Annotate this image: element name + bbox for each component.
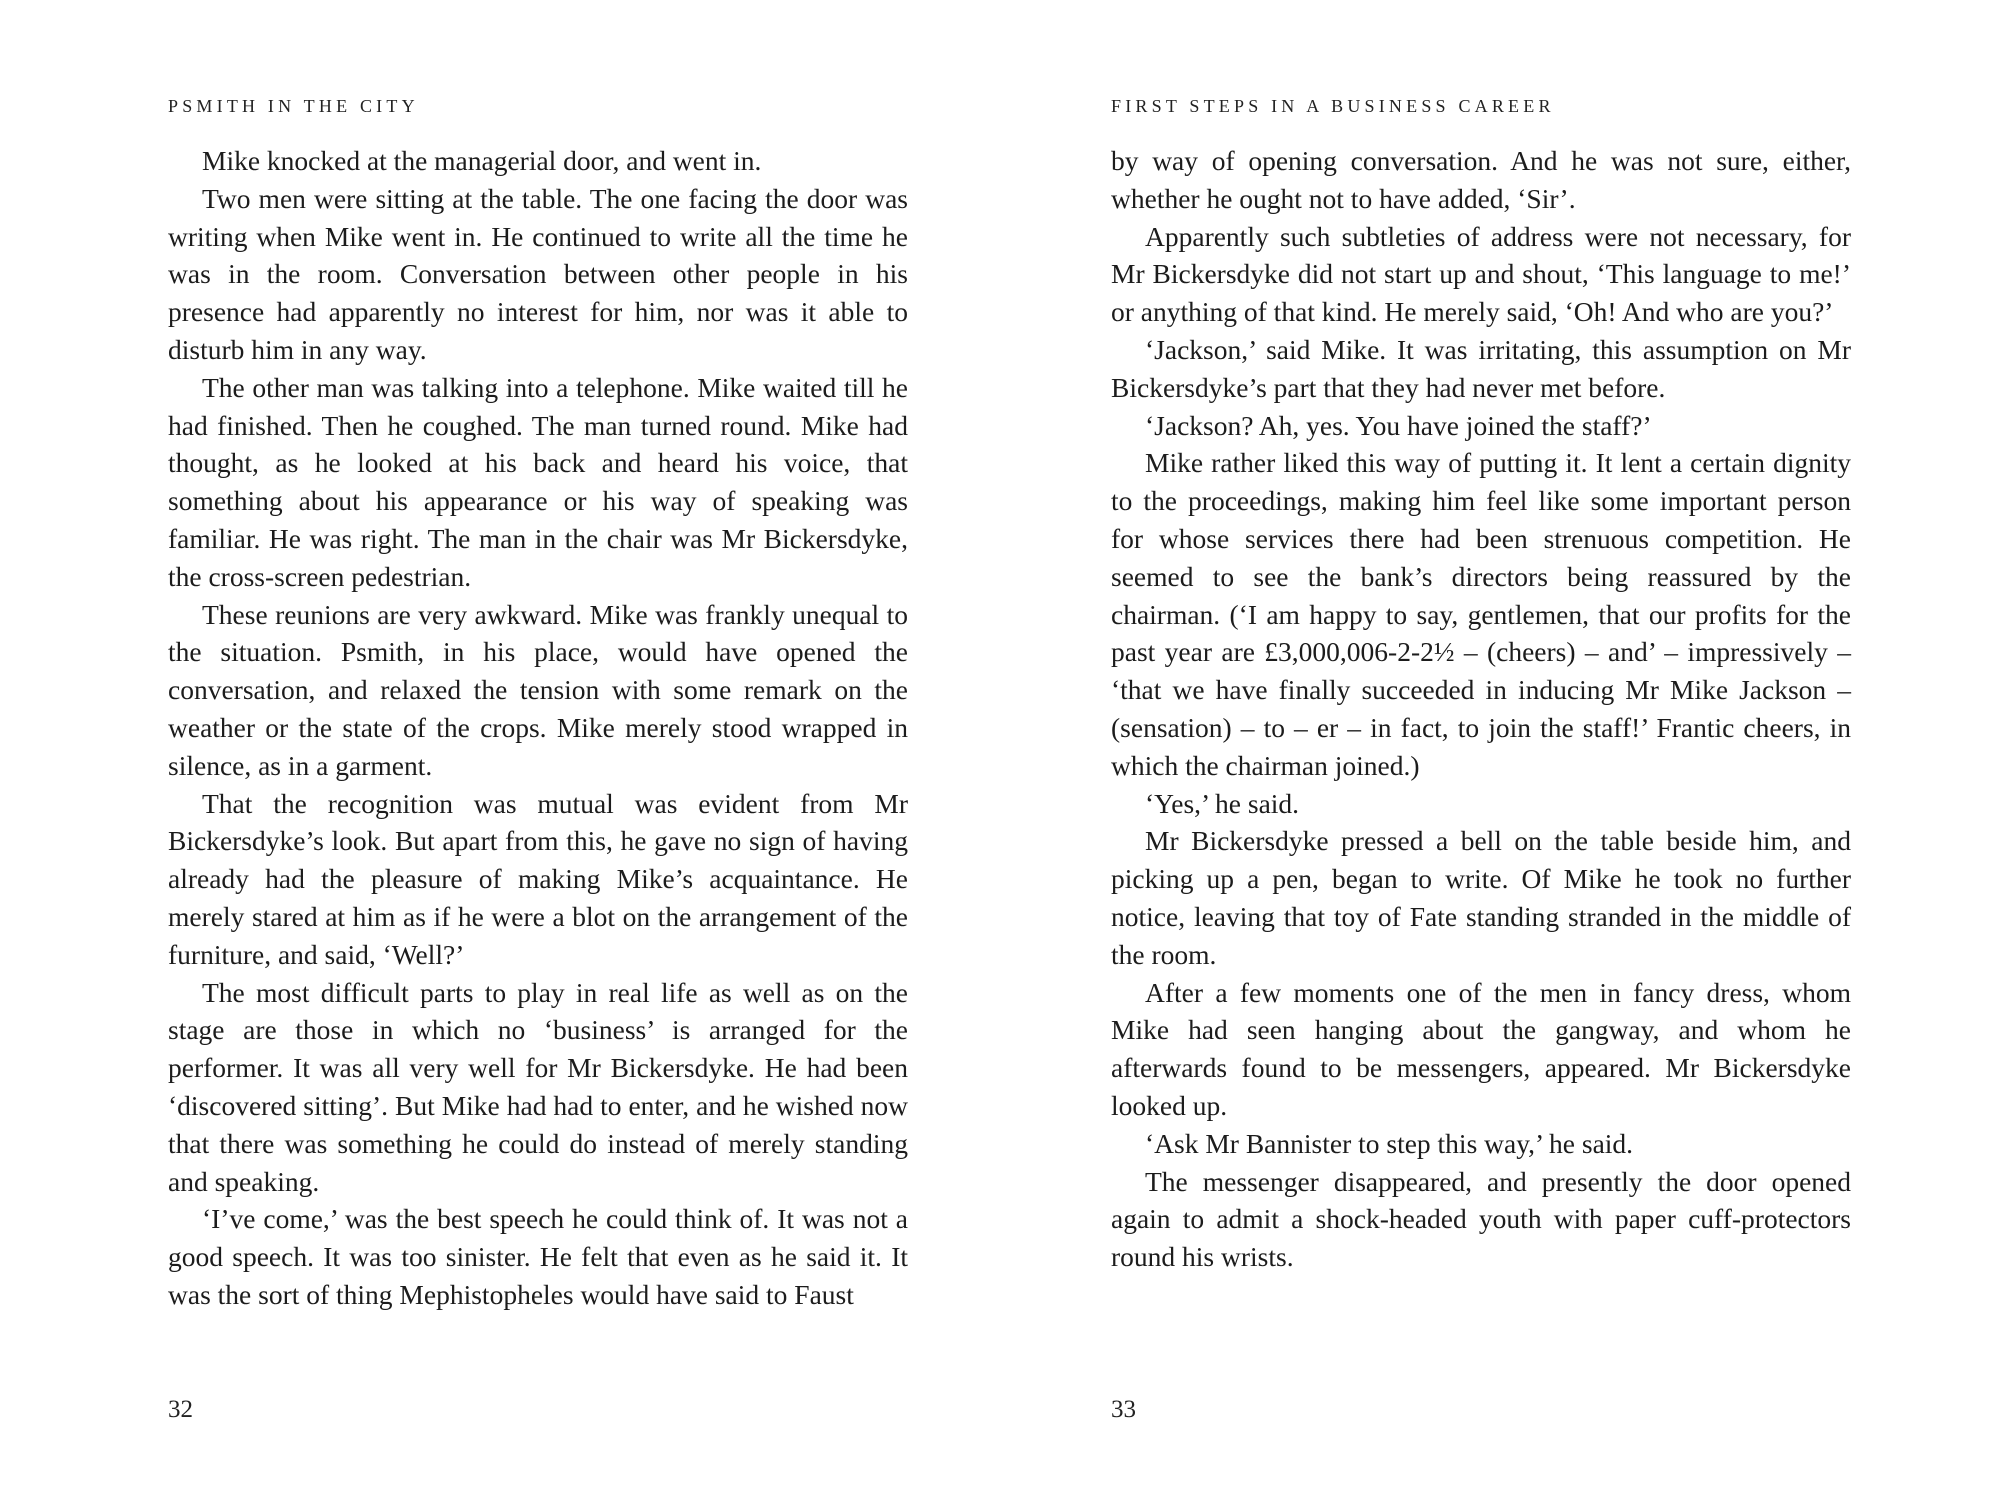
paragraph: ‘Yes,’ he said. — [1145, 787, 1300, 819]
paragraph: ‘Jackson,’ said Mike. It was irritating, this assumption on Mr Bickersdyke’s part that they had never met before. — [1111, 333, 1851, 403]
paragraph: ‘Ask Mr Bannister to step this way,’ he said. — [1145, 1127, 1634, 1159]
paragraph: Mike knocked at the managerial door, and went in. — [202, 145, 762, 176]
paragraph: That the recognition was mutual was evident from Mr Bickersdyke’s look. But apart from this, he gave no sign of having already had the pleasure of making Mike’s acquaintance. He merely stared at him as if he were a blot on the arrangement of the furniture, and said, ‘Well?’ — [168, 787, 908, 970]
page-number: 32 — [168, 1396, 193, 1423]
body-text — [1111, 142, 1851, 1276]
paragraph: The other man was talking into a telephone. Mike waited till he had finished. Then he coughed. The man turned round. Mike had thought, as he looked at his back and heard his voice, that something about his appearance or his way of speaking was familiar. He was right. The man in the chair was Mr Bickersdyke, the cross-screen pedestrian. — [168, 371, 908, 592]
paragraph: ‘I’ve come,’ was the best speech he could think of. It was not a good speech. It was too sinister. He felt that even as he said it. It was the sort of thing Mephistopheles would have said to Faust — [168, 1203, 908, 1310]
right-page — [1111, 0, 1851, 1509]
page-number: 33 — [1111, 1396, 1136, 1423]
paragraph: by way of opening conversation. And he was not sure, either, whether he ought not to have added, ‘Sir’. — [1111, 145, 1851, 214]
paragraph: Mike rather liked this way of putting it. It lent a certain dignity to the proceedings, making him feel like some important person for whose services there had been strenuous competition. He seemed to see the bank’s directors being reassured by the chairman. (‘I am happy to say, gentlemen, that our profits for the past year are £3,000,006-2-2½ – (cheers) – and’ – impressively – ‘that we have finally succeeded in inducing Mr Mike Jackson – (sensation) – to – er – in fact, to join the staff!’ Frantic cheers, in which the chairman joined.) — [1111, 447, 1851, 781]
body-text — [168, 142, 908, 1314]
paragraph: Mr Bickersdyke pressed a bell on the table beside him, and picking up a pen, began to write. Of Mike he took no further notice, leaving that toy of Fate standing stranded in the middle of the room. — [1111, 825, 1851, 970]
paragraph: ‘Jackson? Ah, yes. You have joined the staff?’ — [1145, 409, 1652, 441]
running-head: FIRST STEPS IN A BUSINESS CAREER — [1111, 96, 1555, 116]
paragraph: Two men were sitting at the table. The one facing the door was writing when Mike went in. He continued to write all the time he was in the room. Conversation between other people in his presence had apparently no interest for him, nor was it able to disturb him in any way. — [168, 182, 908, 365]
paragraph: The messenger disappeared, and presently the door opened again to admit a shock-headed youth with paper cuff-protectors round his wrists. — [1111, 1165, 1851, 1273]
paragraph: The most difficult parts to play in real life as well as on the stage are those in which no ‘business’ is arranged for the performer. It was all very well for Mr Bickersdyke. He had been ‘discovered sitting’. But Mike had had to enter, and he wished now that there was something he could do instead of merely standing and speaking. — [168, 976, 908, 1197]
paragraph: Apparently such subtleties of address were not necessary, for Mr Bickersdyke did not start up and shout, ‘This language to me!’ or anything of that kind. He merely said, ‘Oh! And who are you?’ — [1111, 220, 1851, 328]
paragraph: After a few moments one of the men in fancy dress, whom Mike had seen hanging about the gangway, and whom he afterwards found to be messengers, appeared. Mr Bickersdyke looked up. — [1111, 976, 1851, 1121]
running-head: PSMITH IN THE CITY — [168, 96, 419, 116]
paragraph: These reunions are very awkward. Mike was frankly unequal to the situation. Psmith, in his place, would have opened the conversation, and relaxed the tension with some remark on the weather or the state of the crops. Mike merely stood wrapped in silence, as in a garment. — [168, 598, 908, 781]
left-page — [168, 0, 908, 1509]
